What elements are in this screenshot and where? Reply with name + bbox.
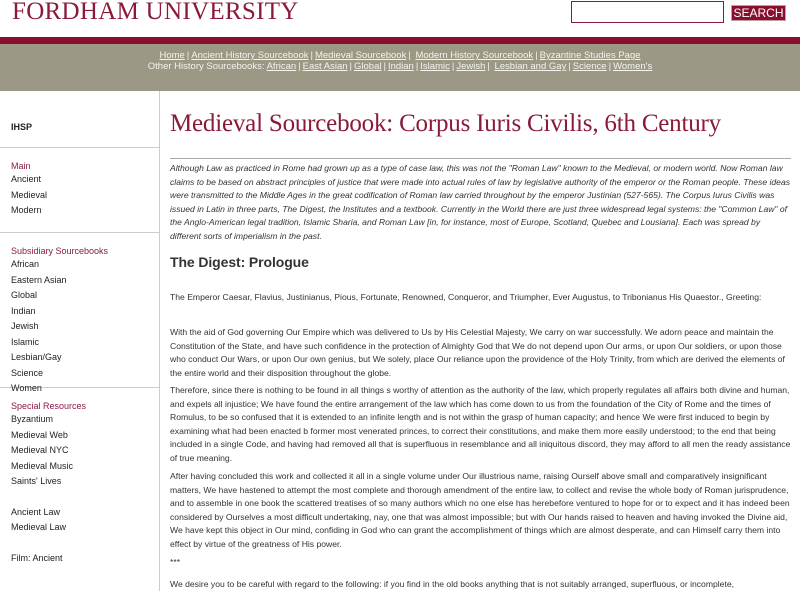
sidebar-subsidiary-section (0, 233, 159, 393)
nav-row-2-label: Other History Sourcebooks: (147, 61, 265, 72)
sidebar-item-modern[interactable]: Modern (11, 205, 42, 215)
sidebar-item-ancient-law[interactable]: Ancient Law (11, 506, 61, 517)
sourcebook-nav (0, 44, 800, 91)
sidebar-item-medieval-nyc[interactable]: Medieval NYC (11, 445, 69, 455)
sidebar-item-medieval-music[interactable]: Medieval Music (11, 460, 74, 471)
separator: | (608, 61, 612, 72)
sidebar-item-jewish[interactable]: Jewish (11, 321, 39, 331)
search-input[interactable] (571, 1, 724, 23)
nav-row-1 (0, 50, 800, 61)
sidebar-item-african[interactable]: African (11, 259, 40, 269)
sidebar-item-ancient[interactable]: Ancient (11, 174, 42, 184)
separator: | (568, 61, 571, 72)
sidebar-special-section (0, 388, 159, 566)
sidebar-heading-special: Special Resources (11, 401, 87, 411)
paragraph-2: Therefore, since there is nothing to be found in all things s worthy of attention as the authority of the law, which properly regulates all affairs both divine and human, and expels all injustice; We have found the entire arrangement of the law which has come down to us from the foundation of the City of Rome and the times of Romulus, to be so confused that it is extended to an infinite length and is not within the grasp of human capacity; and hence We were first induced to begin by examining what had been enacted b former most venerated princes, to correct their constitutions, and make them more easily understood; to the end that being included in a single Code, and having had removed all that is superfluous in resemblance and all iniquitous discord, they may afford to all men the ready assistance of true meaning. (170, 385, 791, 463)
separator: | (298, 61, 301, 72)
intro-paragraph: Although Law as practiced in Rome had grown up as a type of case law, this was not the "Roman Law" known to the Medieval, or modern world. Now Roman law claims to be based on abstract principles of justice that were made into actual rules of law by legislative authority of the emperor or the Roman people. These ideas were transmitted to the Middle Ages in the great codification of Roman law carried throughout by the emperor Justinian (527-565). The Corpus Iurus Civilis was issued in Latin in three parts, The Digest, the Institutes and a textbook. Currently in the World there are just three widespread legal systems: the "Common Law" of the Anglo-American legal tradition, Islamic Sharia, and Roman Law [in, for instance, most of Europe, Scotland, Quebec and Lousiana]. Each was spread by different sorts of imperialism in the past. (170, 163, 791, 241)
sidebar-item-medieval-law[interactable]: Medieval Law (11, 522, 67, 532)
sidebar-item-global[interactable]: Global (11, 290, 38, 300)
separator: | (310, 50, 313, 61)
page-title: Medieval Sourcebook: Corpus Iuris Civilis, 6th Century (170, 110, 721, 137)
nav-link-womens[interactable]: Women's (613, 61, 653, 72)
nav-link-byzantine[interactable]: Byzantine Studies Page (539, 50, 641, 61)
sidebar-item-women[interactable]: Women (11, 383, 42, 393)
paragraph-greeting: The Emperor Caesar, Flavius, Justinianus, Pious, Fortunate, Renowned, Conqueror, and Triumpher, Ever Augustus, to Tribonianus His Quaestor., Greeting: (170, 292, 762, 302)
section-heading: The Digest: Prologue (170, 254, 309, 270)
nav-link-islamic[interactable]: Islamic (420, 61, 450, 72)
nav-row-2 (0, 61, 800, 72)
sidebar-item-science[interactable]: Science (11, 367, 44, 378)
sidebar-main-section (0, 148, 159, 233)
separator: | (186, 50, 190, 61)
separator: | (535, 50, 538, 61)
fordham-logo[interactable]: FORDHAM UNIVERSITY (12, 0, 299, 25)
sidebar-item-indian[interactable]: Indian (11, 305, 36, 316)
separator: | (487, 61, 490, 72)
nav-link-indian[interactable]: Indian (387, 61, 414, 72)
separator: | (451, 61, 455, 72)
separator: | (408, 50, 411, 61)
paragraph-4: We desire you to be careful with regard to the following: if you find in the old books anything that is not suitably arranged, superfluous, or incomplete, (170, 579, 735, 589)
nav-link-ancient-history[interactable]: Ancient History Sourcebook (191, 50, 309, 61)
separator: | (383, 61, 386, 72)
spacer (11, 536, 159, 551)
sidebar-title[interactable]: IHSP (0, 91, 159, 148)
sidebar-item-medieval-web[interactable]: Medieval Web (11, 429, 68, 440)
sidebar (0, 91, 160, 591)
nav-link-science[interactable]: Science (572, 61, 607, 72)
nav-link-jewish[interactable]: Jewish (456, 61, 486, 72)
sidebar-heading-subsidiary: Subsidiary Sourcebooks (11, 246, 109, 256)
sidebar-item-islamic[interactable]: Islamic (11, 336, 40, 347)
nav-link-global[interactable]: Global (354, 61, 382, 72)
sidebar-item-lesbian-gay[interactable]: Lesbian/Gay (11, 352, 62, 362)
sidebar-item-byzantium[interactable]: Byzantium (11, 414, 54, 424)
paragraph-3: After having concluded this work and collected it all in a single volume under Our illustrious name, raising Ourself above small and comparatively insignificant matters, We have hastened to attempt the most complete and thorough amendment of the entire law, to collect and revise the whole body of Roman jurisprudence, and to assemble in one book the scattered treatises of so many authors which no one else has herebefore ventured to hope for or to expect and it has indeed been considered by Ourselves a most difficult undertaking, nay, one that was almost impossible; but with Our hands raised to heaven and having invoked the Divine aid, We have kept this object in Our mind, confiding in God who can grant the accomplishment of things which are almost desperate, and can Himself carry them into effect by virtue of the greatness of His power. (170, 471, 790, 549)
nav-link-lesbian-gay[interactable]: Lesbian and Gay (494, 61, 567, 72)
nav-link-home[interactable]: Home (159, 50, 185, 61)
separator: | (349, 61, 352, 72)
separator: | (415, 61, 419, 72)
nav-link-african[interactable]: African (266, 61, 297, 72)
sidebar-item-medieval[interactable]: Medieval (11, 189, 48, 200)
sidebar-heading-main: Main (11, 161, 31, 171)
title-divider (170, 158, 791, 159)
paragraph-1: With the aid of God governing Our Empire which was delivered to Us by His Celestial Majesty, We carry on war successfully. We adorn peace and maintain the Constitution of the State, and have such confidence in the protection of Almighty God that We do not depend upon Our arms, or upon Our soldiers, or upon those who conduct Our Wars, or upon Our own genius, but We solely, place Our reliance upon the providence of the Holy Trinity, from which are derived the elements of the entire world and their disposition throughout the globe. (170, 327, 785, 378)
nav-link-medieval[interactable]: Medieval Sourcebook (314, 50, 407, 61)
sidebar-item-film-ancient[interactable]: Film: Ancient (11, 552, 63, 563)
sidebar-item-saints-lives[interactable]: Saints' Lives (11, 476, 62, 486)
top-header (0, 0, 800, 37)
sidebar-item-eastern-asian[interactable]: Eastern Asian (11, 274, 67, 285)
paragraph-separator: *** (170, 557, 181, 567)
nav-link-modern[interactable]: Modern History Sourcebook (415, 50, 534, 61)
search-button[interactable]: SEARCH (731, 5, 786, 21)
nav-link-east-asian[interactable]: East Asian (302, 61, 348, 72)
brand-stripe (0, 37, 800, 44)
spacer (11, 490, 159, 505)
